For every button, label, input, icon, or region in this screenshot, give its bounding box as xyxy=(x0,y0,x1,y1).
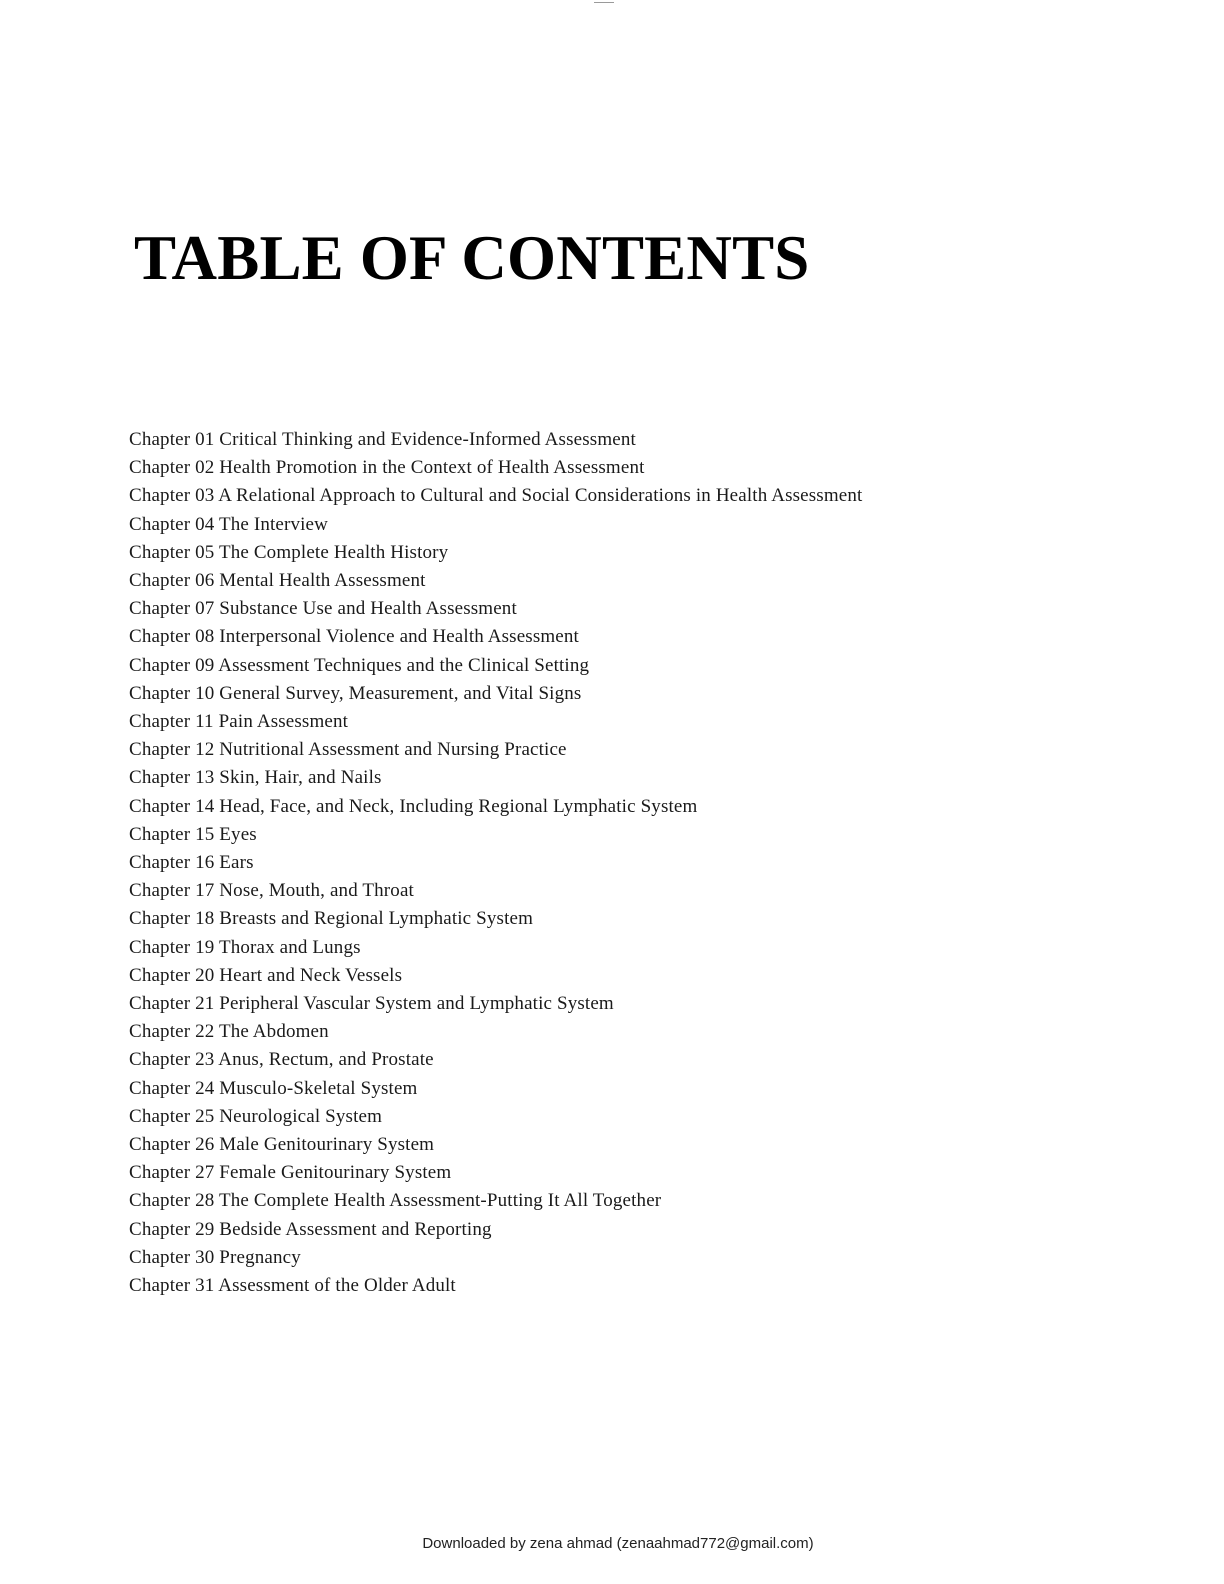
toc-item: Chapter 10 General Survey, Measurement, and Vital Signs xyxy=(129,682,582,704)
toc-item: Chapter 11 Pain Assessment xyxy=(129,711,349,733)
toc-item: Chapter 04 The Interview xyxy=(129,513,328,535)
toc-item: Chapter 24 Musculo-Skeletal System xyxy=(129,1077,418,1099)
toc-item: Chapter 09 Assessment Techniques and the Clinical Setting xyxy=(129,654,590,676)
toc-item: Chapter 06 Mental Health Assessment xyxy=(129,570,426,592)
toc-item: Chapter 05 The Complete Health History xyxy=(129,541,449,563)
toc-item: Chapter 29 Bedside Assessment and Reporting xyxy=(129,1218,492,1240)
toc-item: Chapter 02 Health Promotion in the Context of Health Assessment xyxy=(129,457,645,479)
toc-item: Chapter 26 Male Genitourinary System xyxy=(129,1134,435,1156)
toc-item: Chapter 27 Female Genitourinary System xyxy=(129,1162,452,1184)
toc-item: Chapter 15 Eyes xyxy=(129,823,257,845)
toc-item: Chapter 23 Anus, Rectum, and Prostate xyxy=(129,1049,434,1071)
toc-item: Chapter 22 The Abdomen xyxy=(129,1021,329,1043)
page-title: TABLE OF CONTENTS xyxy=(134,223,810,293)
toc-item: Chapter 14 Head, Face, and Neck, Including Regional Lymphatic System xyxy=(129,795,698,817)
toc-item: Chapter 20 Heart and Neck Vessels xyxy=(129,964,403,986)
table-of-contents-list xyxy=(129,426,949,1300)
toc-item: Chapter 28 The Complete Health Assessment-Putting It All Together xyxy=(129,1190,662,1212)
toc-item: Chapter 13 Skin, Hair, and Nails xyxy=(129,767,382,789)
toc-item: Chapter 12 Nutritional Assessment and Nursing Practice xyxy=(129,739,567,761)
toc-item: Chapter 18 Breasts and Regional Lymphatic System xyxy=(129,908,534,930)
toc-item: Chapter 30 Pregnancy xyxy=(129,1246,301,1268)
toc-item: Chapter 31 Assessment of the Older Adult xyxy=(129,1275,456,1297)
download-footer: Downloaded by zena ahmad (zenaahmad772@gmail.com) xyxy=(422,1535,814,1552)
toc-item: Chapter 01 Critical Thinking and Evidence-Informed Assessment xyxy=(129,429,636,450)
toc-item: Chapter 25 Neurological System xyxy=(129,1105,383,1127)
toc-item: Chapter 16 Ears xyxy=(129,852,254,874)
header-mark xyxy=(594,0,614,3)
toc-item: Chapter 17 Nose, Mouth, and Throat xyxy=(129,880,414,902)
toc-item: Chapter 08 Interpersonal Violence and Health Assessment xyxy=(129,626,579,648)
toc-item: Chapter 19 Thorax and Lungs xyxy=(129,936,361,958)
toc-item: Chapter 21 Peripheral Vascular System and Lymphatic System xyxy=(129,993,614,1015)
toc-item: Chapter 03 A Relational Approach to Cultural and Social Considerations in Health Assessment xyxy=(129,485,863,507)
toc-item: Chapter 07 Substance Use and Health Assessment xyxy=(129,598,517,620)
